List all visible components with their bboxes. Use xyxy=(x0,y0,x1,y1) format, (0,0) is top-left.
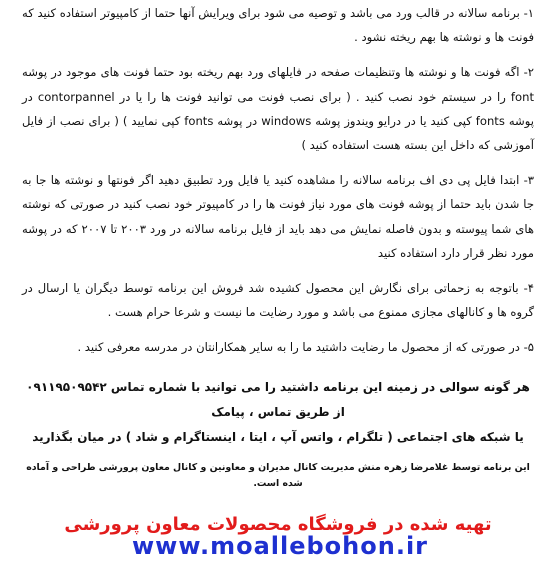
contact-line-2: یا شبکه های اجتماعی ( تلگرام ، واتس آپ ، ایتا ، اینستاگرام و شاد ) در میان بگذارید xyxy=(32,429,524,444)
instruction-item-4: ۴- باتوجه به زحماتی برای نگارش این محصول کشیده شد فروش این برنامه توسط دیگران یا ارسال در گروه ها و کانالهای مجازی ممنوع می باشد و مورد رضایت ما نیست و شرعا حرام هست . xyxy=(22,281,534,320)
contact-info xyxy=(22,375,534,450)
author-credit: این برنامه توسط غلامرضا زهره منش مدیریت کانال مدیران و معاونین و کانال معاون پرورشی طراحی و آماده شده است. xyxy=(26,461,530,489)
instruction-item-5: ۵- در صورتی که از محصول ما رضایت داشتید ما را به سایر همکارانتان در مدرسه معرفی کنید . xyxy=(77,340,534,355)
contact-line-1: هر گونه سوالی در زمینه این برنامه داشتید را می توانید با شماره تماس ۰۹۱۱۹۵۰۹۵۴۲ از طریق تماس ، پیامک xyxy=(26,379,530,419)
website-link[interactable]: www.moallebohon.ir xyxy=(131,532,429,560)
instruction-item-1: ۱- برنامه سالانه در قالب ورد می باشد و توصیه می شود برای ویرایش آنها حتما از کامپیوتر استفاده کنید که فونت ها و نوشته ها بهم ریخته نشود . xyxy=(22,6,534,45)
instruction-item-3: ۳- ابتدا فایل پی دی اف برنامه سالانه را مشاهده کنید یا فایل ورد تطبیق دهید اگر فونتها و نوشته ها جا به جا شدن باید حتما از پوشه فونت های مورد نیاز فونت ها را در کامپیوتر خود نصب کنید در صورتی که نوشته های شما پیوسته و بدون فاصله نمایش می دهد باید از فایل برنامه سالانه در ورد ۲۰۰۳ تا ۲۰۰۷ که در پوشه مورد نظر قرار دارد استفاده کنید xyxy=(22,173,535,260)
store-title: تهیه شده در فروشگاه محصولات معاون پرورشی xyxy=(64,513,492,535)
instruction-item-2: ۲- اگه فونت ها و نوشته ها وتنظیمات صفحه در فایلهای ورد بهم ریخته بود حتما فونت های موجود در پوشه font را در سیستم خود نصب کنید . ( برای نصب فونت می توانید فونت ها را یا در contorpannel در پوشه fonts کپی کنید یا در درایو ویندوز پوشه windows در پوشه fonts کپی نمایید ) ( برای نصب از فایل آموزشی که داخل این بسته هست استفاده کنید ) xyxy=(22,65,534,153)
